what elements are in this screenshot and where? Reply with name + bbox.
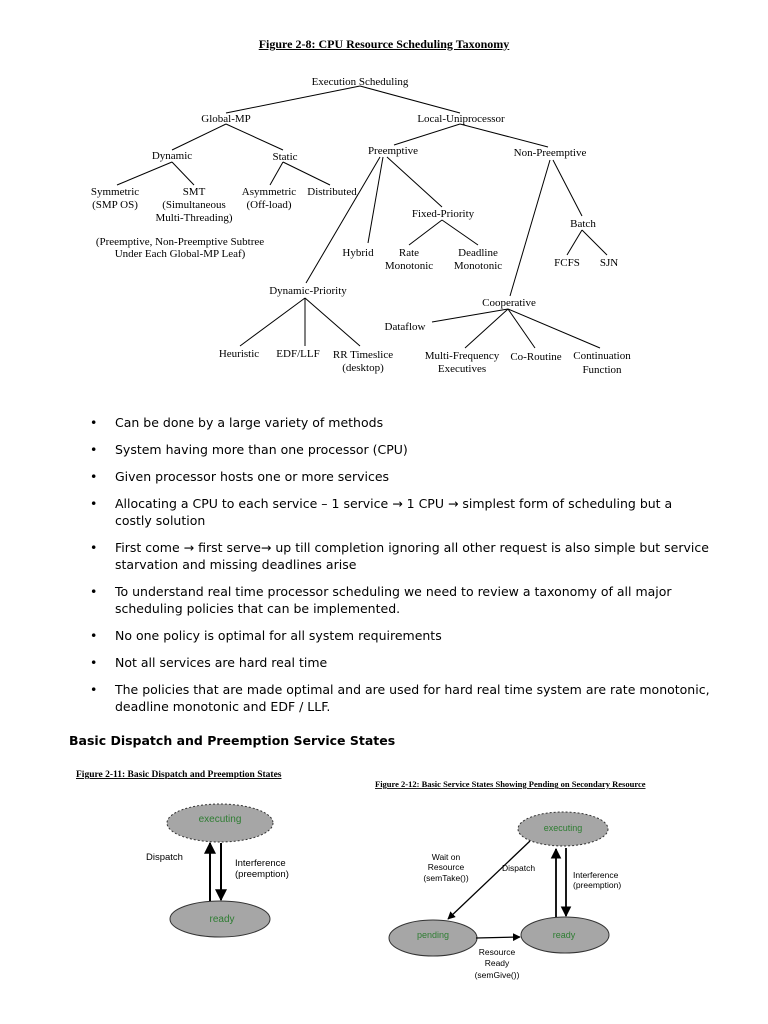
state-diagrams (0, 760, 768, 990)
node-execution-scheduling: Execution Scheduling (311, 76, 409, 88)
state-executing-label: executing (198, 814, 242, 825)
list-item: • No one policy is optimal for all system requirements (90, 627, 710, 644)
node-non-preemptive: Non-Preemptive (513, 147, 587, 159)
taxonomy-note-line1: (Preemptive, Non-Preemptive Subtree (95, 236, 265, 248)
dispatch-label: Dispatch (146, 852, 183, 863)
node-rr-timeslice: RR Timeslice (332, 349, 394, 361)
section-heading: Basic Dispatch and Preemption Service States (69, 733, 396, 748)
list-item: • Not all services are hard real time (90, 654, 710, 671)
list-item: • First come → first serve→ up till completion ignoring all other request is also simple but service starvation and missing deadlines arise (90, 539, 710, 573)
node-cooperative: Cooperative (482, 297, 536, 309)
list-item: • Given processor hosts one or more services (90, 468, 710, 485)
node-deadline-monotonic: Deadline (458, 247, 498, 259)
bullet-list (90, 414, 710, 725)
node-smt-sub2: Multi-Threading) (155, 212, 233, 224)
node-dataflow: Dataflow (384, 321, 426, 333)
list-item: • Can be done by a large variety of methods (90, 414, 710, 431)
node-edf-llf: EDF/LLF (276, 348, 320, 360)
node-fixed-priority: Fixed-Priority (411, 208, 475, 220)
state-ready-2-label: ready (552, 930, 576, 940)
node-dynamic-priority: Dynamic-Priority (269, 285, 347, 297)
node-static: Static (272, 151, 298, 163)
node-hybrid: Hybrid (342, 247, 374, 259)
interference-2-label: Interference (573, 870, 619, 880)
node-multi-frequency-sub: Executives (437, 363, 487, 375)
node-rr-timeslice-sub: (desktop) (342, 362, 384, 374)
list-item: • Allocating a CPU to each service – 1 service → 1 CPU → simplest form of scheduling but a costly solution (90, 495, 710, 529)
node-asymmetric: Asymmetric (241, 186, 297, 198)
wait-on-label: Wait on (431, 852, 461, 862)
list-item: • The policies that are made optimal and are used for hard real time system are rate monotonic, deadline monotonic and EDF / LLF. (90, 681, 710, 715)
resource-ready-label-2: Ready (484, 958, 510, 968)
node-dynamic: Dynamic (151, 150, 193, 162)
node-deadline-monotonic-sub: Monotonic (453, 260, 503, 272)
node-batch: Batch (570, 218, 596, 230)
node-symmetric: Symmetric (90, 186, 140, 198)
list-item: • To understand real time processor scheduling we need to review a taxonomy of all major scheduling policies that can be implemented. (90, 583, 710, 617)
node-continuation-sub: Function (582, 364, 622, 376)
node-rate-monotonic: Rate (398, 247, 420, 259)
taxonomy-note-line2: Under Each Global-MP Leaf) (114, 248, 246, 260)
state-pending-label: pending (416, 930, 450, 940)
node-co-routine: Co-Routine (510, 351, 562, 363)
taxonomy-diagram (0, 55, 768, 385)
node-local-uniprocessor: Local-Uniprocessor (417, 113, 505, 125)
node-fcfs: FCFS (554, 257, 580, 269)
resource-ready-arrow (476, 937, 520, 938)
list-item: • System having more than one processor (CPU) (90, 441, 710, 458)
resource-ready-label: Resource (478, 947, 516, 957)
node-rate-monotonic-sub: Monotonic (384, 260, 434, 272)
interference-label: Interference (235, 858, 286, 869)
node-smt: SMT (182, 186, 206, 198)
figure-2-11-title: Figure 2-11: Basic Dispatch and Preemption States (76, 770, 282, 780)
dispatch-2-label: Dispatch (502, 863, 536, 873)
node-symmetric-sub: (SMP OS) (92, 199, 138, 211)
node-sjn: SJN (599, 257, 619, 269)
node-global-mp: Global-MP (201, 113, 251, 125)
wait-on-label-2: Resource (427, 862, 465, 872)
preemption-label: (preemption) (235, 869, 289, 880)
node-smt-sub: (Simultaneous (162, 199, 226, 211)
state-ready-label: ready (209, 914, 235, 925)
preemption-2-label: (preemption) (573, 880, 622, 890)
node-heuristic: Heuristic (218, 348, 260, 360)
node-distributed: Distributed (307, 186, 357, 198)
node-continuation: Continuation (573, 350, 631, 362)
wait-on-label-3: (semTake()) (423, 873, 469, 883)
figure-2-12-title: Figure 2-12: Basic Service States Showing Pending on Secondary Resource (375, 779, 646, 789)
figure-2-8-title: Figure 2-8: CPU Resource Scheduling Taxonomy (258, 37, 510, 51)
node-preemptive: Preemptive (367, 145, 419, 157)
node-asymmetric-sub: (Off-load) (246, 199, 292, 211)
state-executing-2-label: executing (543, 823, 583, 833)
resource-ready-label-3: (semGive()) (474, 970, 520, 980)
node-multi-frequency: Multi-Frequency (424, 350, 500, 362)
